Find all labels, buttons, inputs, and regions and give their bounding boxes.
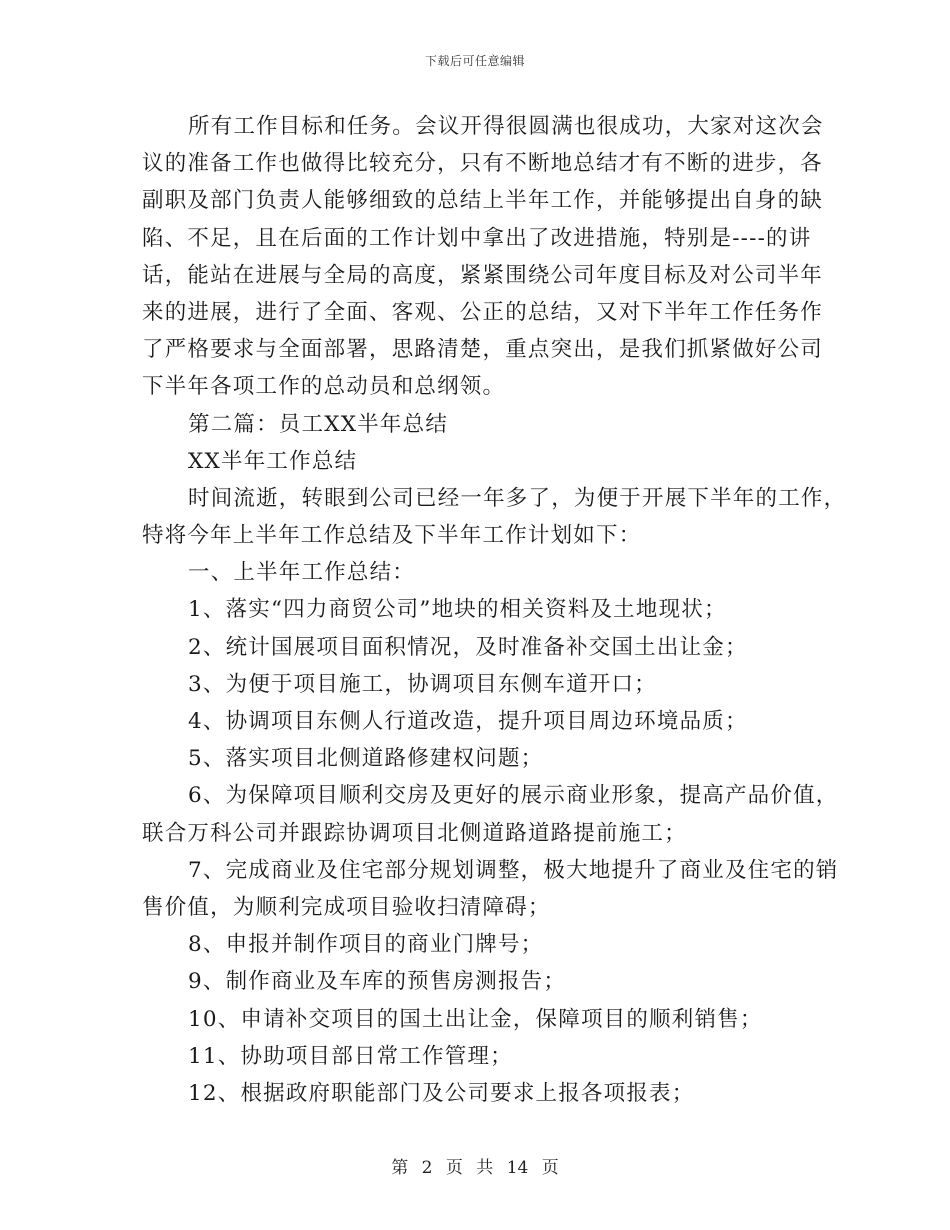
text-line: 7、完成商业及住宅部分规划调整，极大地提升了商业及住宅的销 [188,857,839,883]
text-line: 6、为保障项目顺利交房及更好的展示商业形象，提高产品价值， [188,783,839,809]
text-line: 时间流逝，转眼到公司已经一年多了，为便于开展下半年的工作， [188,485,847,511]
text-line: 12、根据政府职能部门及公司要求上报各项报表； [188,1080,695,1106]
text-line: 11、协助项目部日常工作管理； [188,1043,513,1069]
text-line: 一、上半年工作总结： [188,560,416,586]
text-line: 特将今年上半年工作总结及下半年工作计划如下： [142,523,642,549]
text-line: 第二篇：员工XX半年总结 [188,411,449,437]
text-line: 9、制作商业及车库的预售房测报告； [188,969,567,995]
text-line: 8、申报并制作项目的商业门牌号； [188,932,544,958]
text-line: 了严格要求与全面部署，思路清楚，重点突出，是我们抓紧做好公司 [142,337,824,363]
text-line: 下半年各项工作的总动员和总纲领。 [142,374,506,400]
text-line: 售价值，为顺利完成项目验收扫清障碍； [142,894,551,920]
text-line: 5、落实项目北侧道路修建权问题； [188,746,544,772]
text-line: 来的进展，进行了全面、客观、公正的总结，又对下半年工作任务作 [142,299,824,325]
text-line: 议的准备工作也做得比较充分，只有不断地总结才有不断的进步，各 [142,151,824,177]
text-line: 所有工作目标和任务。会议开得很圆满也很成功，大家对这次会 [188,114,824,139]
text-line: 1、落实“四力商贸公司”地块的相关资料及土地现状； [188,597,727,623]
document-body [142,108,847,1112]
text-line: XX半年工作总结 [188,448,358,474]
text-line: 陷、不足，且在后面的工作计划中拿出了改进措施，特别是----的讲 [142,225,812,251]
text-line: 4、协调项目东侧人行道改造，提升项目周边环境品质； [188,709,748,734]
text-line: 10、申请补交项目的国土出让金，保障项目的顺利销售； [188,1006,763,1032]
text-line: 3、为便于项目施工，协调项目东侧车道开口； [188,671,657,697]
text-line: 副职及部门负责人能够细致的总结上半年工作，并能够提出自身的缺 [142,188,824,214]
text-line: 话，能站在进展与全局的高度，紧紧围绕公司年度目标及对公司半年 [142,262,824,288]
page-footer: 第 2 页 共 14 页 [391,1158,559,1178]
text-line: 2、统计国展项目面积情况，及时准备补交国土出让金； [188,634,748,660]
page-header: 下载后可任意编辑 [424,54,525,68]
text-line: 联合万科公司并跟踪协调项目北侧道路道路提前施工； [142,820,687,846]
